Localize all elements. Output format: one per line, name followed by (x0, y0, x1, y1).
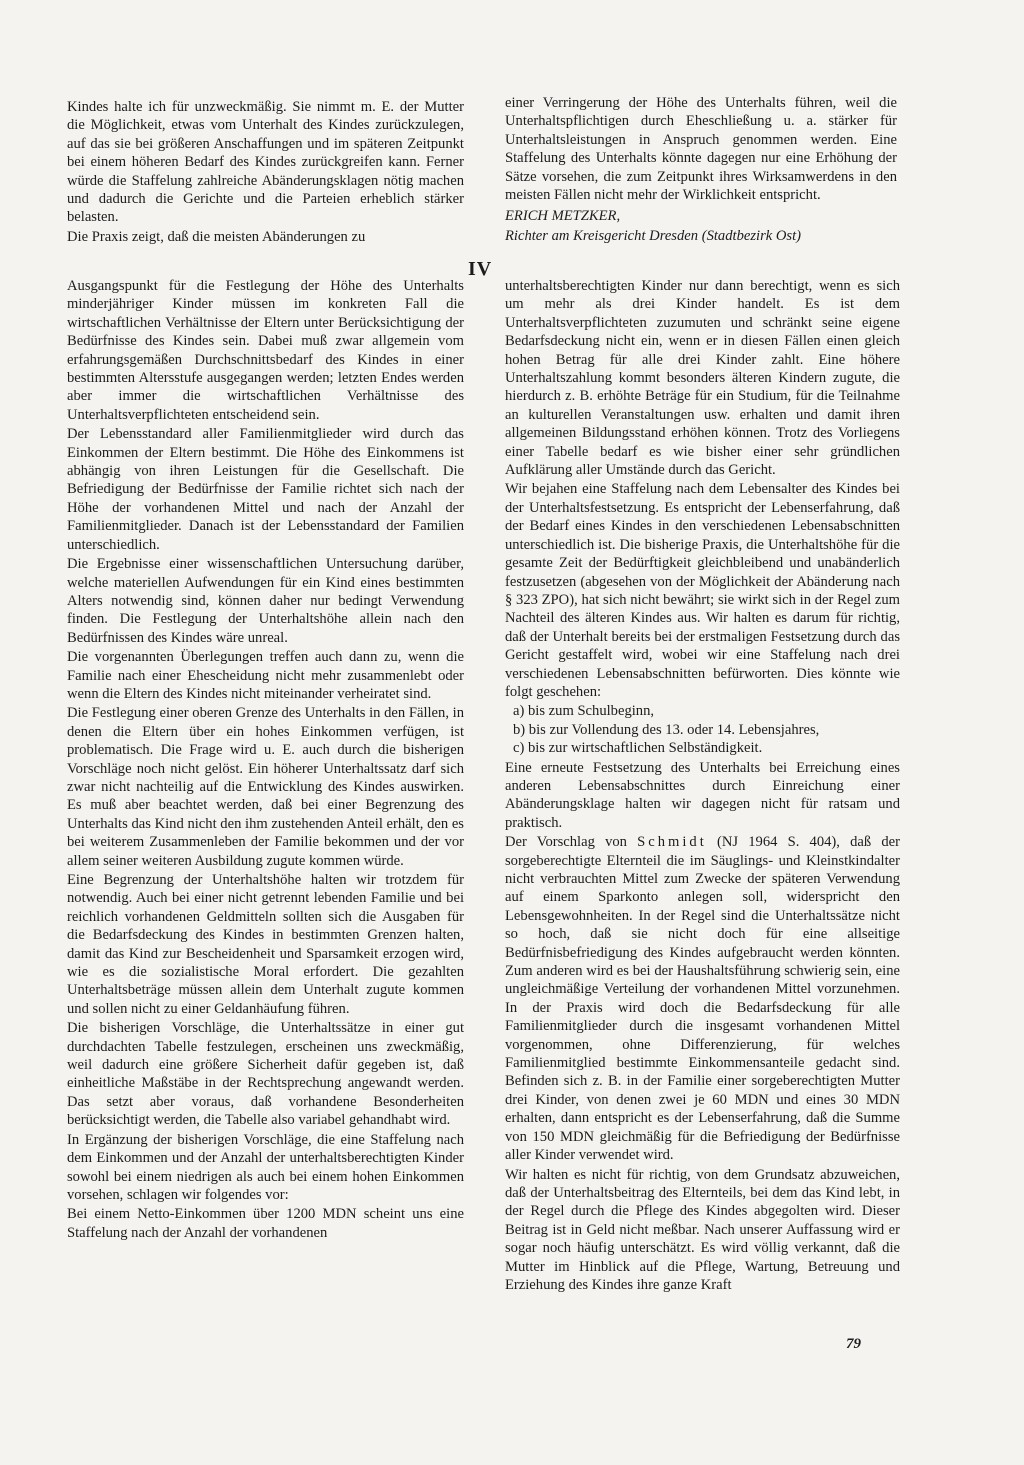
schmidt-lead: Der Vorschlag von (505, 834, 638, 851)
paragraph: Die Festlegung einer oberen Grenze des Unterhalts in den Fällen, in denen die Eltern über ein hohes Einkommen verfügen, ist problematisch. Die Frage wird u. E. auch durch die bisherigen Vorschläge noch nicht gelöst. Ein höherer Unterhaltssatz darf sich zwar nicht nachteilig auf die Entwicklung des Kindes auswirken. Es muß aber beachtet werden, daß bei einer Begrenzung des Unterhalts das Kind nicht den ihm zustehenden Anteil erhält, den es bei weiterem Zusammenleben der Familie bekommen und der vor allem seiner weiteren Ausbildung zugute kommen würde. (67, 705, 464, 869)
section-numeral: IV (468, 258, 493, 280)
paragraph: Die Ergebnisse einer wissenschaftlichen Untersuchung darüber, welche materiellen Aufwendungen für ein Kind eines bestimmten Alters notwendig sind, können daher nur bedingt Verwendung finden. Die Festlegung der Unterhaltshöhe allein nach den Bedürfnissen des Kindes wäre unreal. (67, 556, 464, 646)
section2-left-column (67, 277, 464, 1242)
schmidt-text: (NJ 1964 S. 404), daß der sorgeberechtigte Elternteil die im Säuglings- und Kleinstkindalter nicht verbrauchten Mittel zum Zwecke der späteren Verwendung auf einem Sparkonto anlegen soll, widerspricht den Lebensgewohnheiten. In der Regel sind die Unterhaltssätze nicht so hoch, daß sie nicht doch für eine allseitige Bedürfnisbefriedigung des Kindes aufgebraucht werden könnten. Zum anderen wird es bei der Haushaltsführung schwierig sein, eine ungleichmäßige Verteilung der vorhandenen Mittel vorzunehmen. In der Praxis wird doch die Bedarfsdeckung für alle Familienmitglieder durch die insgesamt vorhandenen Mittel vorgenommen, ohne Differenzierung, für welches Familienmitglied bestimmte Einkommensanteile gedacht sind. Befinden sich z. B. in der Familie einer sorgeberechtigten Mutter drei Kinder, von denen zwei je 60 MDN und eines 30 MDN erhalten, dann entspricht es der Lebenserfahrung, daß die Summe von 150 MDN gleichmäßig für die Befriedigung der Bedürfnisse aller Kinder verwendet wird. (505, 834, 900, 1164)
paragraph: Wir bejahen eine Staffelung nach dem Lebensalter des Kindes bei der Unterhaltsfestsetzung. Es entspricht der Lebenserfahrung, daß der Bedarf eines Kindes in den verschiedenen Lebensabschnitten unterschiedlich ist. Die bisherige Praxis, die Unterhaltshöhe für die gesamte Zeit der Bedürftigkeit gleichbleibend und unabänderlich festzusetzen (abgesehen von der Möglichkeit der Abänderung nach § 323 ZPO), hat sich nicht bewährt; sie wirkt sich in der Regel zum Nachteil des älteren Kindes aus. Wir halten es darum für richtig, daß der Unterhalt bereits bei der erstmaligen Festsetzung durch das Gericht gestaffelt wird, wobei wir eine Staffelung nach drei verschiedenen Lebensabschnitten befürworten. Dies könnte wie folgt geschehen: (505, 481, 900, 700)
paragraph: Kindes halte ich für unzweckmäßig. Sie nimmt m. E. der Mutter die Möglichkeit, etwas vom Unterhalt des Kindes zurückzulegen, auf das sie bei größeren Anschaffungen und im späteren Zeitpunkt bei einem höheren Bedarf des Kindes zurückgreifen kann. Ferner würde die Staffelung zahlreiche Abänderungsklagen nötig machen und dadurch die Gerichte und die Parteien erheblich stärker belasten. (67, 99, 464, 226)
paragraph (505, 833, 900, 1164)
author-affiliation: Richter am Kreisgericht Dresden (Stadtbezirk Ost) (505, 227, 802, 244)
paragraph: Eine Begrenzung der Unterhaltshöhe halten wir trotzdem für notwendig. Auch bei einer nicht getrennt lebenden Familie und bei reichlich vorhandenen Geldmitteln sollten sich die Ausgaben für die Bedarfsdeckung des Kindes in bestimmten Grenzen halten, damit das Kind zur Bescheidenheit und Sparsamkeit erzogen wird, wie es die sozialistische Moral erfordert. Die gezahlten Unterhaltsbeträge müssen allein dem Unterhalt zugute kommen und sollen nicht zu einer Geldanhäufung führen. (67, 872, 464, 1017)
page-number: 79 (846, 1336, 861, 1352)
paragraph: Bei einem Netto-Einkommen über 1200 MDN scheint uns eine Staffelung nach der Anzahl der vorhandenen (67, 1206, 464, 1241)
list-item: c) bis zur wirtschaftlichen Selbständigkeit. (513, 740, 763, 757)
list-item: b) bis zur Vollendung des 13. oder 14. Lebensjahres, (513, 721, 820, 738)
age-stage-list (513, 702, 900, 757)
paragraph: Die bisherigen Vorschläge, die Unterhaltssätze in einer gut durchdachten Tabelle festzulegen, erscheinen uns zweckmäßig, weil dadurch eine größere Sicherheit dafür gegeben ist, daß einheitliche Maßstäbe in der Rechtsprechung angewandt werden. Das setzt aber voraus, daß vorhandene Besonderheiten berücksichtigt werden, die Tabelle also variabel gehandhabt wird. (67, 1020, 464, 1129)
paragraph: einer Verringerung der Höhe des Unterhalts führen, weil die Unterhaltspflichtigen durch Eheschließung u. a. stärker für Unterhaltsleistungen in Anspruch genommen werden. Eine Staffelung des Unterhalts könnte dagegen nur eine Erhöhung der Sätze vorsehen, die zum Zeitpunkt ihres Wirksamwerdens in den meisten Fällen nicht mehr der Wirklichkeit entspricht. (505, 95, 897, 204)
list-item: a) bis zum Schulbeginn, (513, 703, 655, 720)
paragraph: In Ergänzung der bisherigen Vorschläge, die eine Staffelung nach dem Einkommen und der Anzahl der unterhaltsberechtigten Kinder sowohl bei einem niedrigen als auch bei einem hohen Einkommen vorsehen, schlagen wir folgendes vor: (67, 1131, 464, 1203)
author-name: ERICH METZKER, (505, 208, 621, 225)
cited-author: Schmidt (637, 834, 707, 851)
paragraph: Ausgangspunkt für die Festlegung der Höhe des Unterhalts minderjähriger Kinder müssen im konkreten Fall die wirtschaftlichen Verhältnisse der Eltern unter Berücksichtigung der Bedürfnisse des Kindes sein. Dabei muß zwar allgemein vom erfahrungsgemäßen Durchschnittsbedarf des Kindes in einer bestimmten Altersstufe ausgegangen werden; letzten Endes werden aber immer die wirtschaftlichen Verhältnisse des Unterhaltsverpflichteten entscheidend sein. (67, 278, 464, 423)
paragraph: Eine erneute Festsetzung des Unterhalts bei Erreichung eines anderen Lebensabschnittes durch Einreichung einer Abänderungsklage halten wir dagegen nicht für ratsam und praktisch. (505, 759, 900, 831)
section1-left-column (67, 98, 464, 246)
paragraph: Die vorgenannten Überlegungen treffen auch dann zu, wenn die Familie nach einer Ehescheidung nicht mehr zusammenlebt oder wenn die Eltern des Kindes nicht miteinander verheiratet sind. (67, 649, 464, 702)
section1-right-column (505, 94, 897, 245)
paragraph: Die Praxis zeigt, daß die meisten Abänderungen zu (67, 228, 366, 245)
section2-right-column (505, 277, 900, 1294)
paragraph: unterhaltsberechtigten Kinder nur dann berechtigt, wenn es sich um mehr als drei Kinder handelt. Es ist dem Unterhaltsverpflichteten zuzumuten und schränkt seine eigene Bedarfsdeckung nicht ein, wenn er in diesen Fällen einen gleich hohen Betrag für alle drei Kinder zahlt. Eine höhere Unterhaltszahlung kommt besonders älteren Kindern zugute, die hierdurch z. B. erhöhte Beträge für ein Studium, für die Teilnahme an kulturellen Veranstaltungen usw. erhalten und damit ihren allgemeinen Bildungsstand erhöhen können. Trotz des Vorliegens einer Tabelle bedarf es wie bisher einer sehr gründlichen Aufklärung aller Umstände durch das Gericht. (505, 278, 900, 479)
paragraph: Wir halten es nicht für richtig, von dem Grundsatz abzuweichen, daß der Unterhaltsbeitrag des Elternteils, bei dem das Kind lebt, in der Regel durch die Pflege des Kindes abgegolten wird. Dieser Beitrag ist in Geld nicht meßbar. Nach unserer Auffassung wird er sogar noch häufig unterschätzt. Es wird völlig verkannt, daß die Mutter im Hinblick auf die Pflege, Wartung, Betreuung und Erziehung des Kindes ihre ganze Kraft (505, 1166, 900, 1293)
paragraph: Der Lebensstandard aller Familienmitglieder wird durch das Einkommen der Eltern bestimmt. Die Höhe des Einkommens ist abhängig von ihren Leistungen für die Gesellschaft. Die Befriedigung der Bedürfnisse der Familie richtet sich nach der Höhe der vorhandenen Mittel und nach der Anzahl der Familienmitglieder. Danach ist der Lebensstandard der Familien unterschiedlich. (67, 426, 464, 553)
